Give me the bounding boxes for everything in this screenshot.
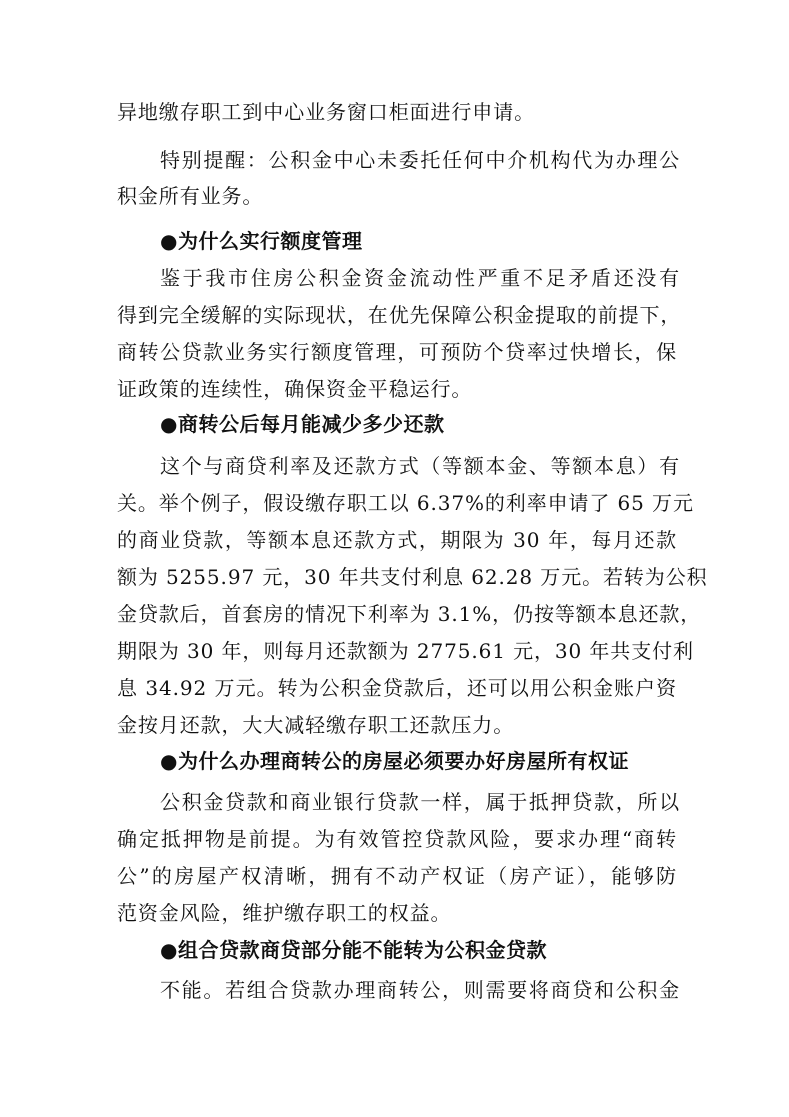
paragraph-line: 异地缴存职工到中心业务窗口柜面进行申请。 bbox=[117, 100, 535, 124]
paragraph-line: 不能。若组合贷款办理商转公，则需要将商贷和公积金 bbox=[160, 978, 680, 1002]
paragraph-line: 期限为 30 年，则每月还款额为 2775.61 元，30 年共支付利 bbox=[117, 639, 694, 663]
paragraph-line: 公积金贷款和商业银行贷款一样，属于抵押贷款，所以 bbox=[160, 790, 680, 814]
paragraph-line: 关。举个例子，假设缴存职工以 6.37%的利率申请了 65 万元 bbox=[117, 491, 694, 515]
section-heading: ●为什么办理商转公的房屋必须要办好房屋所有权证 bbox=[160, 749, 629, 773]
paragraph-line: 额为 5255.97 元，30 年共支付利息 62.28 万元。若转为公积 bbox=[117, 565, 708, 589]
paragraph-line: 特别提醒：公积金中心未委托任何中介机构代为办理公 bbox=[160, 148, 680, 172]
paragraph-line: 公”的房屋产权清晰，拥有不动产权证（房产证），能够防 bbox=[117, 864, 677, 888]
paragraph-line: 确定抵押物是前提。为有效管控贷款风险，要求办理“商转 bbox=[117, 827, 677, 851]
paragraph-line: 的商业贷款，等额本息还款方式，期限为 30 年，每月还款 bbox=[117, 528, 677, 552]
section-heading: ●组合贷款商贷部分能不能转为公积金贷款 bbox=[160, 938, 547, 962]
paragraph-line: 证政策的连续性，确保资金平稳运行。 bbox=[117, 377, 473, 401]
paragraph-line: 鉴于我市住房公积金资金流动性严重不足矛盾还没有 bbox=[160, 266, 680, 290]
paragraph-line: 积金所有业务。 bbox=[117, 184, 264, 208]
section-heading: ●商转公后每月能减少多少还款 bbox=[160, 412, 445, 436]
paragraph-line: 息 34.92 万元。转为公积金贷款后，还可以用公积金账户资 bbox=[117, 676, 677, 700]
paragraph-line: 金贷款后，首套房的情况下利率为 3.1%，仍按等额本息还款， bbox=[117, 602, 702, 626]
paragraph-line: 商转公贷款业务实行额度管理，可预防个贷率过快增长，保 bbox=[117, 340, 677, 364]
paragraph-line: 金按月还款，大大减轻缴存职工还款压力。 bbox=[117, 713, 515, 737]
paragraph-line: 这个与商贷利率及还款方式（等额本金、等额本息）有 bbox=[160, 454, 680, 478]
paragraph-line: 得到完全缓解的实际现状，在优先保障公积金提取的前提下， bbox=[117, 303, 682, 327]
section-heading: ●为什么实行额度管理 bbox=[160, 229, 363, 253]
paragraph-line: 范资金风险，维护缴存职工的权益。 bbox=[117, 901, 452, 925]
